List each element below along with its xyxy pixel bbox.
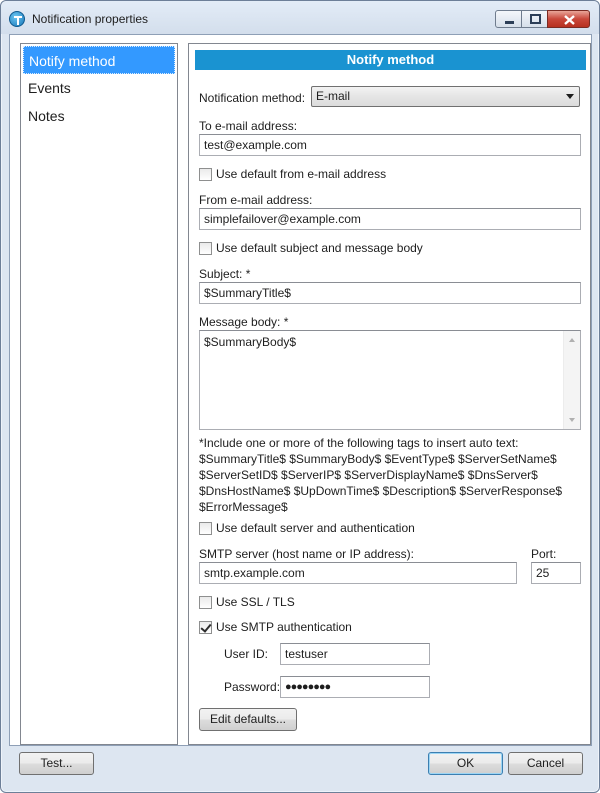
use-default-from-checkbox[interactable]	[199, 168, 212, 181]
title-bar[interactable]	[1, 1, 599, 34]
use-default-from-checkbox-row[interactable]	[199, 167, 499, 183]
from-email-label: From e-mail address:	[199, 193, 313, 207]
password-field[interactable]: ●●●●●●●●	[280, 676, 430, 698]
panel-header: Notify method	[195, 50, 586, 70]
notification-method-value: E-mail	[316, 89, 351, 103]
app-icon	[9, 11, 25, 27]
message-body-scrollbar[interactable]	[563, 331, 580, 429]
use-default-server-label: Use default server and authentication	[216, 521, 415, 535]
message-body-label: Message body: *	[199, 315, 289, 329]
use-default-server-checkbox-row[interactable]	[199, 521, 499, 537]
nav-item-events[interactable]: Events	[28, 80, 71, 96]
use-default-subject-checkbox-row[interactable]	[199, 241, 499, 257]
cancel-button[interactable]: Cancel	[508, 752, 583, 775]
use-ssl-checkbox-row[interactable]	[199, 595, 399, 611]
password-label: Password:	[224, 680, 281, 694]
edit-defaults-button[interactable]: Edit defaults...	[199, 708, 297, 731]
user-id-field[interactable]: testuser	[280, 643, 430, 665]
use-default-server-checkbox[interactable]	[199, 522, 212, 535]
nav-list	[20, 43, 178, 745]
test-button[interactable]: Test...	[19, 752, 94, 775]
subject-field[interactable]: $SummaryTitle$	[199, 282, 581, 304]
scroll-up-icon[interactable]	[569, 338, 575, 342]
use-smtp-auth-checkbox[interactable]	[199, 621, 212, 634]
use-smtp-auth-checkbox-row[interactable]	[199, 620, 399, 636]
use-ssl-label: Use SSL / TLS	[216, 595, 295, 609]
chevron-down-icon	[566, 94, 574, 99]
use-ssl-checkbox[interactable]	[199, 596, 212, 609]
minimize-button[interactable]	[495, 10, 522, 28]
notification-method-label: Notification method:	[199, 91, 306, 105]
use-default-subject-label: Use default subject and message body	[216, 241, 423, 255]
close-icon	[548, 11, 591, 29]
from-email-field[interactable]: simplefailover@example.com	[199, 208, 581, 230]
nav-item-notes[interactable]: Notes	[28, 108, 65, 124]
notification-method-select[interactable]	[311, 86, 580, 107]
window-title: Notification properties	[32, 12, 149, 26]
use-smtp-auth-label: Use SMTP authentication	[216, 620, 352, 634]
to-email-field[interactable]: test@example.com	[199, 134, 581, 156]
message-body-textarea[interactable]	[199, 330, 581, 430]
use-default-from-label: Use default from e-mail address	[216, 167, 387, 181]
smtp-server-field[interactable]: smtp.example.com	[199, 562, 517, 584]
close-button[interactable]	[547, 10, 590, 28]
message-body-value: $SummaryBody$	[204, 335, 297, 349]
nav-item-notify-method[interactable]: Notify method	[23, 46, 175, 74]
maximize-icon	[522, 11, 549, 29]
to-email-label: To e-mail address:	[199, 119, 298, 133]
notify-method-panel	[188, 43, 591, 745]
port-label: Port:	[531, 547, 557, 561]
subject-label: Subject: *	[199, 267, 251, 281]
user-id-label: User ID:	[224, 647, 269, 661]
port-field[interactable]: 25	[531, 562, 581, 584]
smtp-server-label: SMTP server (host name or IP address):	[199, 547, 414, 561]
dialog-client-area	[9, 34, 592, 746]
ok-button[interactable]: OK	[428, 752, 503, 775]
maximize-button[interactable]	[521, 10, 548, 28]
minimize-icon	[496, 11, 523, 29]
use-default-subject-checkbox[interactable]	[199, 242, 212, 255]
scroll-down-icon[interactable]	[569, 418, 575, 422]
auto-text-tags-hint: *Include one or more of the following tags to insert auto text: $SummaryTitle$ $SummaryBody$ $EventType$ $ServerSetName$ $ServerSetID$ $ServerIP$ $ServerDisplayName$ $DnsServer$ $DnsHostName$ $UpDownTime$ $Description$ $ServerResponse$ $ErrorMessage$	[199, 436, 563, 514]
